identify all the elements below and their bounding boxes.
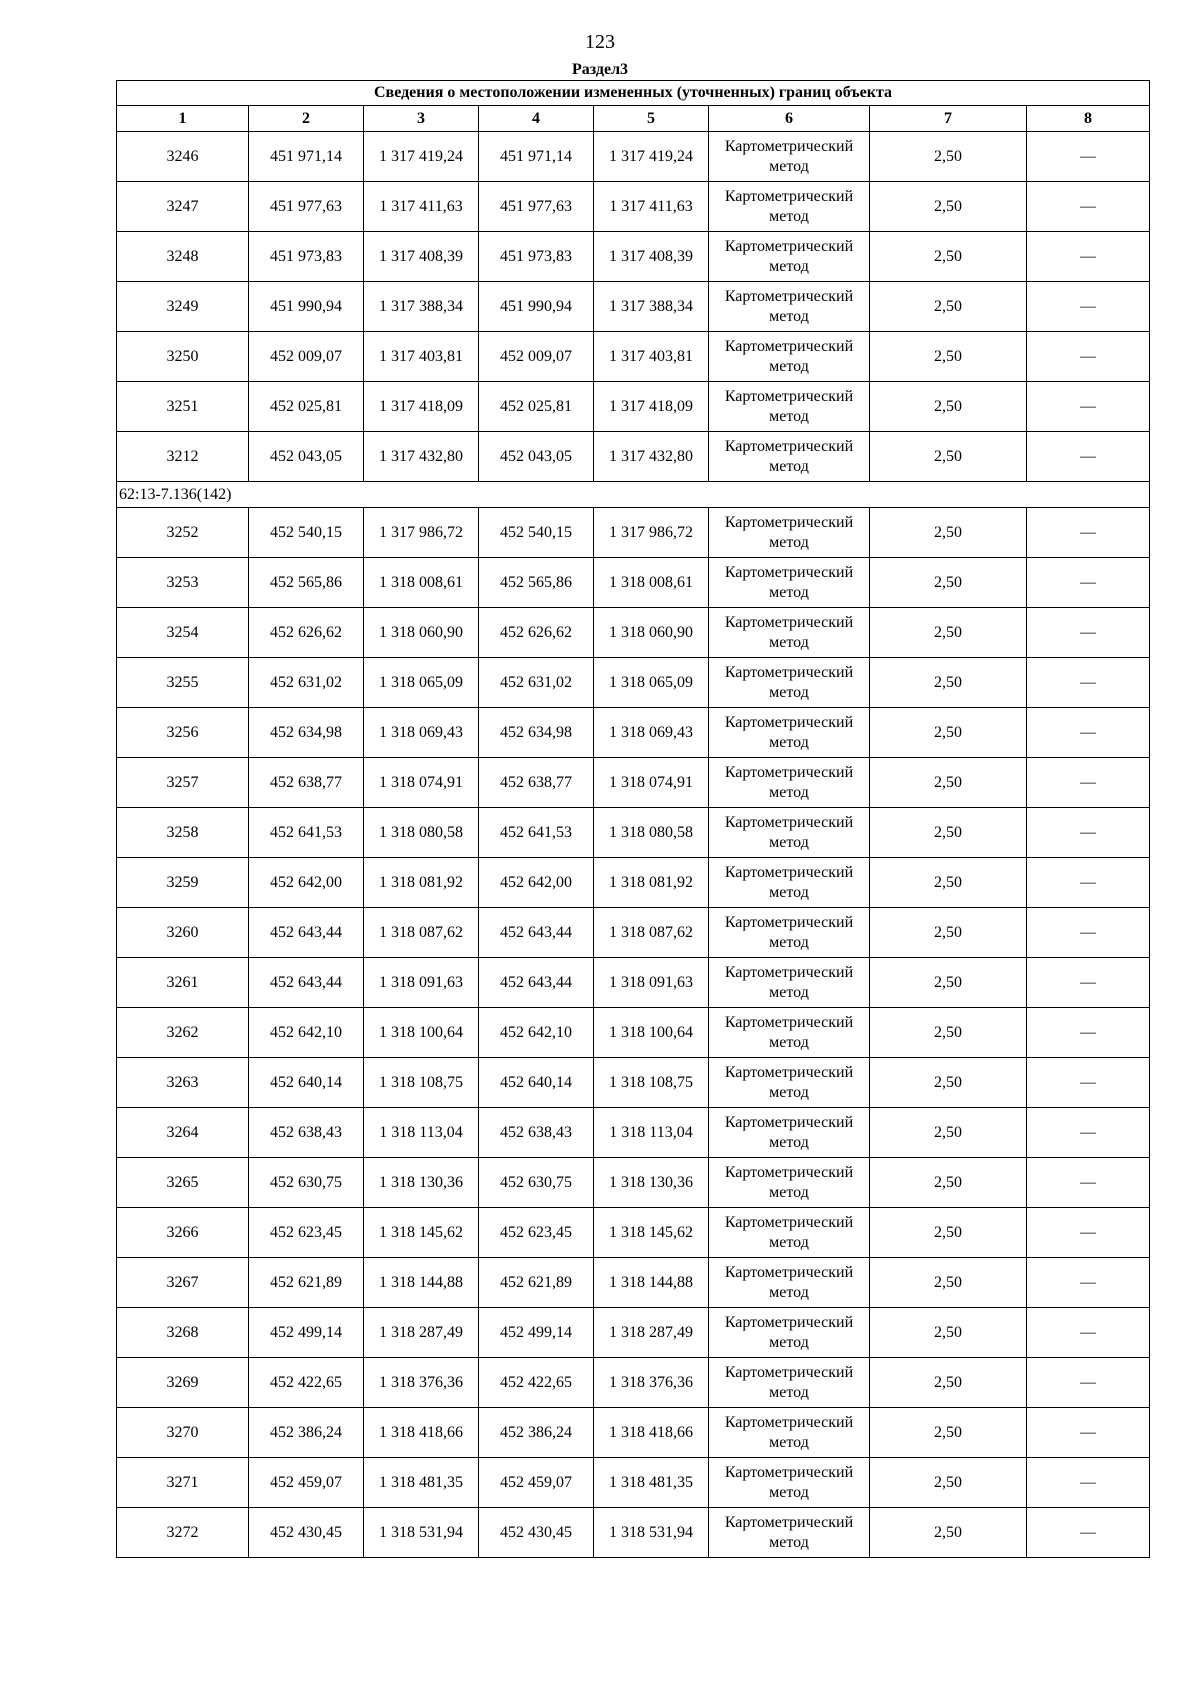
description-cell: — (1027, 1058, 1150, 1108)
x-existing-cell: 452 422,65 (249, 1358, 364, 1408)
y-new-cell: 1 318 087,62 (594, 908, 709, 958)
point-number-cell: 3249 (117, 282, 249, 332)
description-cell: — (1027, 1408, 1150, 1458)
table-row (117, 382, 1150, 432)
description-cell: — (1027, 182, 1150, 232)
description-cell: — (1027, 758, 1150, 808)
accuracy-cell: 2,50 (870, 282, 1027, 332)
x-existing-cell: 452 009,07 (249, 332, 364, 382)
y-new-cell: 1 317 408,39 (594, 232, 709, 282)
method-cell: Картометрический метод (709, 332, 870, 382)
description-cell: — (1027, 558, 1150, 608)
x-new-cell: 452 565,86 (479, 558, 594, 608)
description-cell: — (1027, 708, 1150, 758)
x-existing-cell: 452 631,02 (249, 658, 364, 708)
method-cell: Картометрический метод (709, 958, 870, 1008)
accuracy-cell: 2,50 (870, 908, 1027, 958)
method-cell: Картометрический метод (709, 858, 870, 908)
method-cell: Картометрический метод (709, 808, 870, 858)
y-existing-cell: 1 318 376,36 (364, 1358, 479, 1408)
x-new-cell: 452 623,45 (479, 1208, 594, 1258)
method-cell: Картометрический метод (709, 1308, 870, 1358)
y-existing-cell: 1 318 108,75 (364, 1058, 479, 1108)
y-existing-cell: 1 318 130,36 (364, 1158, 479, 1208)
table-row (117, 1258, 1150, 1308)
y-existing-cell: 1 317 408,39 (364, 232, 479, 282)
x-new-cell: 452 640,14 (479, 1058, 594, 1108)
method-cell: Картометрический метод (709, 182, 870, 232)
y-existing-cell: 1 317 403,81 (364, 332, 479, 382)
accuracy-cell: 2,50 (870, 958, 1027, 1008)
point-number-cell: 3272 (117, 1508, 249, 1558)
accuracy-cell: 2,50 (870, 382, 1027, 432)
y-existing-cell: 1 317 388,34 (364, 282, 479, 332)
table-row (117, 1358, 1150, 1408)
y-new-cell: 1 318 113,04 (594, 1108, 709, 1158)
y-existing-cell: 1 318 069,43 (364, 708, 479, 758)
y-existing-cell: 1 318 091,63 (364, 958, 479, 1008)
description-cell: — (1027, 1358, 1150, 1408)
y-new-cell: 1 318 081,92 (594, 858, 709, 908)
table-row (117, 432, 1150, 482)
x-new-cell: 452 643,44 (479, 908, 594, 958)
accuracy-cell: 2,50 (870, 708, 1027, 758)
method-cell: Картометрический метод (709, 708, 870, 758)
x-new-cell: 452 499,14 (479, 1308, 594, 1358)
table-row (117, 1308, 1150, 1358)
y-new-cell: 1 318 376,36 (594, 1358, 709, 1408)
x-existing-cell: 452 643,44 (249, 958, 364, 1008)
x-existing-cell: 452 621,89 (249, 1258, 364, 1308)
description-cell: — (1027, 508, 1150, 558)
x-new-cell: 452 642,10 (479, 1008, 594, 1058)
point-number-cell: 3264 (117, 1108, 249, 1158)
description-cell: — (1027, 382, 1150, 432)
x-existing-cell: 452 499,14 (249, 1308, 364, 1358)
y-new-cell: 1 317 419,24 (594, 132, 709, 182)
point-number-cell: 3250 (117, 332, 249, 382)
y-new-cell: 1 318 091,63 (594, 958, 709, 1008)
x-existing-cell: 452 643,44 (249, 908, 364, 958)
y-new-cell: 1 318 074,91 (594, 758, 709, 808)
method-cell: Картометрический метод (709, 558, 870, 608)
point-number-cell: 3270 (117, 1408, 249, 1458)
description-cell: — (1027, 858, 1150, 908)
x-new-cell: 451 973,83 (479, 232, 594, 282)
accuracy-cell: 2,50 (870, 1058, 1027, 1108)
column-number-2: 2 (249, 106, 364, 132)
x-new-cell: 452 642,00 (479, 858, 594, 908)
y-new-cell: 1 318 080,58 (594, 808, 709, 858)
point-number-cell: 3212 (117, 432, 249, 482)
x-new-cell: 452 025,81 (479, 382, 594, 432)
accuracy-cell: 2,50 (870, 858, 1027, 908)
y-new-cell: 1 318 100,64 (594, 1008, 709, 1058)
x-existing-cell: 452 638,43 (249, 1108, 364, 1158)
table-row (117, 182, 1150, 232)
description-cell: — (1027, 1008, 1150, 1058)
x-new-cell: 452 643,44 (479, 958, 594, 1008)
table-body (117, 132, 1150, 1558)
y-existing-cell: 1 318 060,90 (364, 608, 479, 658)
point-number-cell: 3251 (117, 382, 249, 432)
method-cell: Картометрический метод (709, 382, 870, 432)
x-new-cell: 451 990,94 (479, 282, 594, 332)
table-row (117, 758, 1150, 808)
method-cell: Картометрический метод (709, 1408, 870, 1458)
description-cell: — (1027, 1458, 1150, 1508)
y-existing-cell: 1 318 081,92 (364, 858, 479, 908)
table-row (117, 858, 1150, 908)
table-row (117, 708, 1150, 758)
description-cell: — (1027, 658, 1150, 708)
table-row (117, 558, 1150, 608)
column-number-7: 7 (870, 106, 1027, 132)
x-existing-cell: 452 025,81 (249, 382, 364, 432)
y-new-cell: 1 317 418,09 (594, 382, 709, 432)
x-new-cell: 452 430,45 (479, 1508, 594, 1558)
method-cell: Картометрический метод (709, 1108, 870, 1158)
accuracy-cell: 2,50 (870, 332, 1027, 382)
x-new-cell: 452 638,43 (479, 1108, 594, 1158)
y-existing-cell: 1 318 144,88 (364, 1258, 479, 1308)
y-new-cell: 1 317 411,63 (594, 182, 709, 232)
point-number-cell: 3258 (117, 808, 249, 858)
method-cell: Картометрический метод (709, 658, 870, 708)
table-row (117, 1208, 1150, 1258)
x-existing-cell: 451 973,83 (249, 232, 364, 282)
point-number-cell: 3261 (117, 958, 249, 1008)
column-number-5: 5 (594, 106, 709, 132)
method-cell: Картометрический метод (709, 1208, 870, 1258)
method-cell: Картометрический метод (709, 608, 870, 658)
table-row (117, 908, 1150, 958)
y-existing-cell: 1 318 418,66 (364, 1408, 479, 1458)
point-number-cell: 3266 (117, 1208, 249, 1258)
table-row (117, 658, 1150, 708)
point-number-cell: 3269 (117, 1358, 249, 1408)
x-existing-cell: 452 641,53 (249, 808, 364, 858)
y-existing-cell: 1 318 481,35 (364, 1458, 479, 1508)
y-existing-cell: 1 317 411,63 (364, 182, 479, 232)
y-existing-cell: 1 318 087,62 (364, 908, 479, 958)
description-cell: — (1027, 1208, 1150, 1258)
method-cell: Картометрический метод (709, 132, 870, 182)
table-row (117, 232, 1150, 282)
description-cell: — (1027, 958, 1150, 1008)
x-new-cell: 452 626,62 (479, 608, 594, 658)
column-number-3: 3 (364, 106, 479, 132)
method-cell: Картометрический метод (709, 432, 870, 482)
method-cell: Картометрический метод (709, 908, 870, 958)
y-existing-cell: 1 318 531,94 (364, 1508, 479, 1558)
y-new-cell: 1 317 403,81 (594, 332, 709, 382)
x-new-cell: 452 630,75 (479, 1158, 594, 1208)
description-cell: — (1027, 432, 1150, 482)
y-new-cell: 1 318 145,62 (594, 1208, 709, 1258)
y-existing-cell: 1 318 113,04 (364, 1108, 479, 1158)
section-label: Раздел3 (571, 61, 629, 78)
column-number-1: 1 (117, 106, 249, 132)
x-existing-cell: 451 990,94 (249, 282, 364, 332)
x-existing-cell: 451 971,14 (249, 132, 364, 182)
point-number-cell: 3260 (117, 908, 249, 958)
y-new-cell: 1 318 060,90 (594, 608, 709, 658)
y-existing-cell: 1 318 065,09 (364, 658, 479, 708)
y-new-cell: 1 318 069,43 (594, 708, 709, 758)
point-number-cell: 3256 (117, 708, 249, 758)
table-row (117, 608, 1150, 658)
x-existing-cell: 452 640,14 (249, 1058, 364, 1108)
column-number-8: 8 (1027, 106, 1150, 132)
x-existing-cell: 452 043,05 (249, 432, 364, 482)
description-cell: — (1027, 1258, 1150, 1308)
x-new-cell: 452 621,89 (479, 1258, 594, 1308)
column-number-row (117, 106, 1150, 132)
y-new-cell: 1 318 130,36 (594, 1158, 709, 1208)
x-new-cell: 452 009,07 (479, 332, 594, 382)
y-new-cell: 1 318 065,09 (594, 658, 709, 708)
point-number-cell: 3263 (117, 1058, 249, 1108)
table-row (117, 1508, 1150, 1558)
x-existing-cell: 452 565,86 (249, 558, 364, 608)
point-number-cell: 3268 (117, 1308, 249, 1358)
x-existing-cell: 451 977,63 (249, 182, 364, 232)
point-number-cell: 3262 (117, 1008, 249, 1058)
y-existing-cell: 1 318 008,61 (364, 558, 479, 608)
method-cell: Картометрический метод (709, 1058, 870, 1108)
method-cell: Картометрический метод (709, 508, 870, 558)
accuracy-cell: 2,50 (870, 1108, 1027, 1158)
point-number-cell: 3253 (117, 558, 249, 608)
y-new-cell: 1 317 432,80 (594, 432, 709, 482)
point-number-cell: 3267 (117, 1258, 249, 1308)
description-cell: — (1027, 1308, 1150, 1358)
description-cell: — (1027, 332, 1150, 382)
accuracy-cell: 2,50 (870, 608, 1027, 658)
method-cell: Картометрический метод (709, 1358, 870, 1408)
table-row (117, 958, 1150, 1008)
x-new-cell: 452 540,15 (479, 508, 594, 558)
y-existing-cell: 1 317 432,80 (364, 432, 479, 482)
accuracy-cell: 2,50 (870, 1158, 1027, 1208)
accuracy-cell: 2,50 (870, 132, 1027, 182)
x-existing-cell: 452 626,62 (249, 608, 364, 658)
accuracy-cell: 2,50 (870, 1458, 1027, 1508)
description-cell: — (1027, 1158, 1150, 1208)
table-row (117, 332, 1150, 382)
y-new-cell: 1 318 418,66 (594, 1408, 709, 1458)
y-new-cell: 1 317 388,34 (594, 282, 709, 332)
x-existing-cell: 452 386,24 (249, 1408, 364, 1458)
accuracy-cell: 2,50 (870, 182, 1027, 232)
x-existing-cell: 452 638,77 (249, 758, 364, 808)
x-existing-cell: 452 642,10 (249, 1008, 364, 1058)
point-number-cell: 3252 (117, 508, 249, 558)
accuracy-cell: 2,50 (870, 758, 1027, 808)
x-existing-cell: 452 540,15 (249, 508, 364, 558)
x-new-cell: 452 386,24 (479, 1408, 594, 1458)
parcel-number: 62:13-7.136(142) (117, 482, 1150, 508)
table-row (117, 1408, 1150, 1458)
accuracy-cell: 2,50 (870, 808, 1027, 858)
x-new-cell: 451 971,14 (479, 132, 594, 182)
y-new-cell: 1 318 287,49 (594, 1308, 709, 1358)
x-new-cell: 452 638,77 (479, 758, 594, 808)
point-number-cell: 3254 (117, 608, 249, 658)
point-number-cell: 3259 (117, 858, 249, 908)
x-new-cell: 452 631,02 (479, 658, 594, 708)
x-new-cell: 452 641,53 (479, 808, 594, 858)
parcel-row (117, 482, 1150, 508)
x-existing-cell: 452 430,45 (249, 1508, 364, 1558)
y-existing-cell: 1 318 080,58 (364, 808, 479, 858)
y-new-cell: 1 318 008,61 (594, 558, 709, 608)
description-cell: — (1027, 232, 1150, 282)
table-row (117, 1108, 1150, 1158)
y-existing-cell: 1 317 418,09 (364, 382, 479, 432)
y-existing-cell: 1 318 100,64 (364, 1008, 479, 1058)
point-number-cell: 3246 (117, 132, 249, 182)
accuracy-cell: 2,50 (870, 1308, 1027, 1358)
table-row (117, 1008, 1150, 1058)
accuracy-cell: 2,50 (870, 1258, 1027, 1308)
x-new-cell: 452 459,07 (479, 1458, 594, 1508)
table-row (117, 1158, 1150, 1208)
table-caption: Сведения о местоположении измененных (уточненных) границ объекта (117, 81, 1150, 106)
y-new-cell: 1 318 531,94 (594, 1508, 709, 1558)
method-cell: Картометрический метод (709, 1508, 870, 1558)
point-number-cell: 3271 (117, 1458, 249, 1508)
accuracy-cell: 2,50 (870, 558, 1027, 608)
y-new-cell: 1 317 986,72 (594, 508, 709, 558)
y-existing-cell: 1 317 419,24 (364, 132, 479, 182)
accuracy-cell: 2,50 (870, 1208, 1027, 1258)
y-new-cell: 1 318 481,35 (594, 1458, 709, 1508)
column-number-6: 6 (709, 106, 870, 132)
method-cell: Картометрический метод (709, 232, 870, 282)
table-row (117, 132, 1150, 182)
y-existing-cell: 1 318 145,62 (364, 1208, 479, 1258)
method-cell: Картометрический метод (709, 1158, 870, 1208)
description-cell: — (1027, 1108, 1150, 1158)
x-existing-cell: 452 623,45 (249, 1208, 364, 1258)
accuracy-cell: 2,50 (870, 1508, 1027, 1558)
table-row (117, 1058, 1150, 1108)
x-new-cell: 452 634,98 (479, 708, 594, 758)
point-number-cell: 3248 (117, 232, 249, 282)
description-cell: — (1027, 132, 1150, 182)
boundary-coordinates-table (116, 80, 1150, 1558)
table-row (117, 508, 1150, 558)
accuracy-cell: 2,50 (870, 508, 1027, 558)
x-new-cell: 452 043,05 (479, 432, 594, 482)
accuracy-cell: 2,50 (870, 1008, 1027, 1058)
page-number: 123 (585, 31, 615, 53)
point-number-cell: 3255 (117, 658, 249, 708)
method-cell: Картометрический метод (709, 282, 870, 332)
description-cell: — (1027, 282, 1150, 332)
x-existing-cell: 452 459,07 (249, 1458, 364, 1508)
y-new-cell: 1 318 108,75 (594, 1058, 709, 1108)
point-number-cell: 3247 (117, 182, 249, 232)
x-existing-cell: 452 630,75 (249, 1158, 364, 1208)
x-new-cell: 451 977,63 (479, 182, 594, 232)
method-cell: Картометрический метод (709, 1258, 870, 1308)
table-row (117, 282, 1150, 332)
x-existing-cell: 452 642,00 (249, 858, 364, 908)
accuracy-cell: 2,50 (870, 432, 1027, 482)
method-cell: Картометрический метод (709, 1008, 870, 1058)
x-existing-cell: 452 634,98 (249, 708, 364, 758)
accuracy-cell: 2,50 (870, 232, 1027, 282)
y-existing-cell: 1 318 287,49 (364, 1308, 479, 1358)
table-row (117, 808, 1150, 858)
y-existing-cell: 1 318 074,91 (364, 758, 479, 808)
column-number-4: 4 (479, 106, 594, 132)
accuracy-cell: 2,50 (870, 1358, 1027, 1408)
method-cell: Картометрический метод (709, 758, 870, 808)
point-number-cell: 3265 (117, 1158, 249, 1208)
table-row (117, 1458, 1150, 1508)
accuracy-cell: 2,50 (870, 658, 1027, 708)
y-new-cell: 1 318 144,88 (594, 1258, 709, 1308)
method-cell: Картометрический метод (709, 1458, 870, 1508)
description-cell: — (1027, 1508, 1150, 1558)
description-cell: — (1027, 608, 1150, 658)
description-cell: — (1027, 908, 1150, 958)
description-cell: — (1027, 808, 1150, 858)
x-new-cell: 452 422,65 (479, 1358, 594, 1408)
accuracy-cell: 2,50 (870, 1408, 1027, 1458)
point-number-cell: 3257 (117, 758, 249, 808)
y-existing-cell: 1 317 986,72 (364, 508, 479, 558)
